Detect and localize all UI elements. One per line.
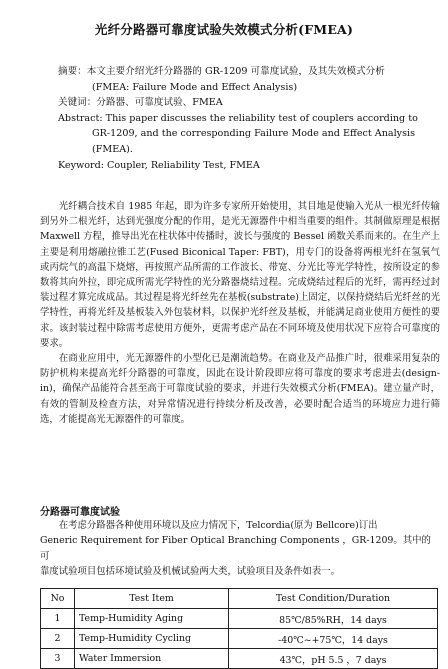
table-cell-item: Water Immersion	[75, 649, 229, 669]
table-cell-condition: -40℃~+75℃，14 days	[229, 629, 438, 649]
abstract-en-cont-2: (FMEA).	[92, 143, 133, 155]
table-cell-condition: 85℃/85%RH，14 days	[229, 609, 438, 629]
abstract-en: Abstract: This paper discusses the reliability test of couplers according to	[58, 112, 418, 124]
body-paragraph-2: 在商业应用中，光无源器件的小型化已是潮流趋势。在商业及产品推广时，很难采用复杂的防护机构来提高光纤分路器的可靠度，因此在设计阶段即应将可靠度的要求考虑进去(design-in)，确保产品能符合甚至高于可靠度试验的要求，并进行失效模式分析(FMEA)。建立量产时，有效的管制及检查方法，对异常情况进行持续分析及改善，必要时配合适当的环境应力进行筛选，才能提高光无源器件的可靠度。	[40, 353, 440, 425]
table-row	[41, 629, 438, 649]
table-cell-item: Temp-Humidity Cycling	[75, 629, 229, 649]
table-row	[41, 609, 438, 629]
table-header-row	[41, 589, 438, 609]
section-heading: 分路器可靠度试验	[40, 507, 120, 518]
table-cell-no: 1	[41, 609, 75, 629]
test-table	[40, 588, 438, 669]
section-intro-line-2: Generic Requirement for Fiber Optical Branching Components ，GR-1209。其中的可	[40, 535, 431, 562]
abstract-block	[58, 64, 443, 173]
abstract-en-cont-1: GR-1209, and the corresponding Failure Mode and Effect Analysis	[92, 128, 416, 140]
table-cell-no: 2	[41, 629, 75, 649]
table-header-condition: Test Condition/Duration	[229, 589, 438, 609]
body-paragraph-1: 光纤耦合技术自 1985 年起，即为许多专家所开始使用，其目地是使输入光从一根光纤传输到另外二根光纤，达到光强度分配的作用，是光无源器件中相当重要的组件。其制做原理是根据 Maxwell 方程，推导出光在柱状体中传播时，波长与强度的 Bessel 函数关系而来的。在生产上主要是利用熔融拉锥工艺(Fused Biconical Taper: FBT)，用专门的设备将两根光纤在氢氧气或丙烷气的高温下烧熔，再按照产品所需的工作波长、带宽、分光比等光学特性，按所设定的参数将其向外拉，即完成所需光学特性的光分路器烧结过程。完成烧结过程后的光纤，需再经过封装过程才算完成成品。其过程是将光纤丝先在基板(substrate)上固定，以保持烧结后光纤丝的光学特性，再将光纤及基板装入外包装材料，以保护光纤丝及基板，并能满足商业使用方便性的要求。该封装过程中除需考虑使用方便外，更需考虑产品在不同环境及使用状况下应符合可靠度的要求。	[40, 201, 440, 349]
table-cell-condition: 43℃，pH 5.5 ，7 days	[229, 649, 438, 669]
keywords-zh: 关键词：分路器、可靠度试验、FMEA	[58, 97, 223, 109]
table-header-no: No	[41, 589, 75, 609]
section-intro-line-1: 在考虑分路器各种使用环境以及应力情况下，Telcordia(原为 Bellcore)订出	[58, 520, 378, 531]
table-cell-item: Temp-Humidity Aging	[75, 609, 229, 629]
paper-title: 光纤分路器可靠度试验失效模式分析(FMEA)	[94, 22, 354, 37]
keywords-en: Keyword: Coupler, Reliability Test, FMEA	[58, 159, 260, 171]
table-cell-no: 3	[41, 649, 75, 669]
table-row	[41, 649, 438, 669]
body-text	[40, 199, 440, 427]
table-header-test-item: Test Item	[75, 589, 229, 609]
section-intro-line-3: 靠度试验项目包括环境试验及机械试验两大类，试验项目及条件如表一。	[40, 566, 341, 578]
section-intro	[40, 518, 440, 580]
abstract-zh: 摘要：本文主要介绍光纤分路器的 GR-1209 可靠度试验，及其失效模式分析	[58, 66, 385, 77]
abstract-zh-cont: (FMEA: Failure Mode and Effect Analysis)	[92, 81, 298, 93]
